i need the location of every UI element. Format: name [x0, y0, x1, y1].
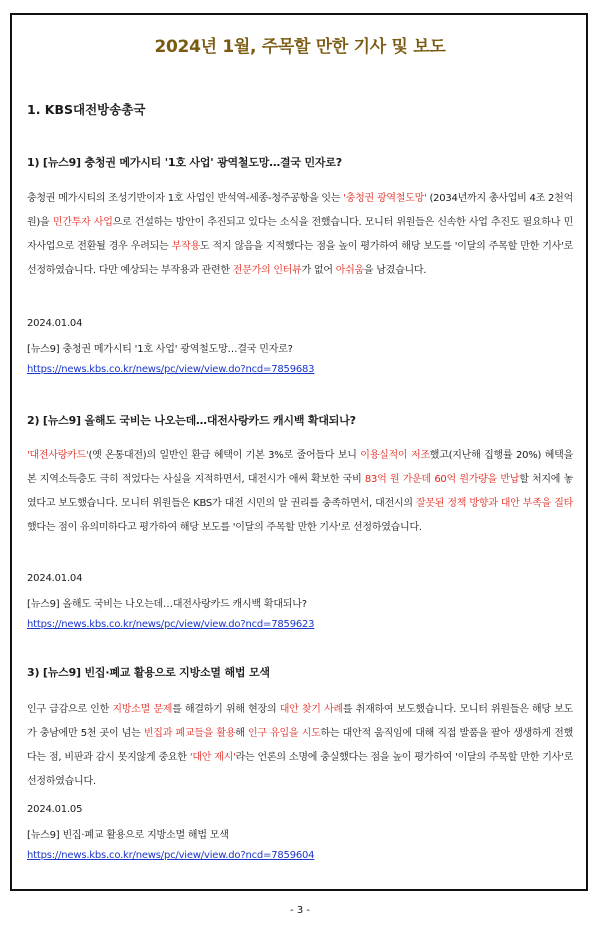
article-2-link[interactable]: https://news.kbs.co.kr/news/pc/view/view.do?ncd=7859623	[27, 619, 315, 630]
article-3-body	[27, 698, 573, 794]
article-2-body	[27, 444, 573, 540]
highlighted-text: 83억 원 가운데 60억 원가량을 반납	[364, 474, 520, 485]
highlighted-text: 인구 유입을 시도	[247, 728, 321, 739]
page-number: - 3 -	[290, 905, 310, 916]
highlighted-text: 대안 찾기 사례	[279, 704, 343, 715]
highlighted-text: '대안 제시'	[189, 752, 236, 763]
highlighted-text: 잘못된 정책 방향과 대안 부족을 질타	[415, 498, 574, 509]
article-2-meta	[27, 569, 314, 635]
body-text: 할 처지에 놓였다고 보도했습니다. 모니터 위원들은 KBS가 대전 시민의 알 권리를 충족하면서, 대전시의	[27, 474, 574, 509]
body-text: (옛 온통대전)의 일반인 환급 혜택이 기본 3%로 줄어들다 보니	[88, 450, 361, 461]
article-3-link[interactable]: https://news.kbs.co.kr/news/pc/view/view.do?ncd=7859604	[27, 850, 315, 861]
highlighted-text: 아쉬움	[335, 265, 364, 276]
body-text: 를 취재하여 보도했습니다. 모니터 위원들은 해당 보도가 충남에만 5천 곳이 넘는	[27, 704, 573, 739]
article-3-heading: 3) [뉴스9] 빈집·폐교 활용으로 지방소멸 해법 모색	[27, 666, 270, 679]
article-2-ref-title: [뉴스9] 올해도 국비는 나오는데…대전사랑카드 캐시백 확대되나?	[27, 599, 307, 610]
article-1-body	[27, 187, 573, 283]
body-text: 해	[235, 728, 248, 739]
page-title: 2024년 1월, 주목할 만한 기사 및 보도	[154, 37, 446, 57]
section-heading: 1. KBS대전방송총국	[27, 102, 146, 117]
body-text: 라는 언론의 소명에 충실했다는 점을 높이 평가하여 '이달의 주목할 만한 기사'로 선정하였습니다.	[27, 752, 573, 787]
body-text: 충청권 메가시티의 조성기반이자 1호 사업인 반석역-세종-청주공항을 잇는	[27, 193, 344, 204]
article-3-meta	[27, 800, 314, 866]
body-text: 도 적지 않음을 지적했다는 점을 높이 평가하여 해당 보도를 '이달의 주목할 만한 기사'로 선정하였습니다. 다만 예상되는 부작용과 관련한	[27, 241, 573, 276]
body-text: 가 없어	[301, 265, 336, 276]
article-1-link[interactable]: https://news.kbs.co.kr/news/pc/view/view.do?ncd=7859683	[27, 364, 315, 375]
body-text: 인구 급감으로 인한	[27, 704, 113, 715]
highlighted-text: 전문가의 인터뷰	[232, 265, 302, 276]
article-1-heading: 1) [뉴스9] 충청권 메가시티 '1호 사업' 광역철도망…결국 민자로?	[27, 156, 342, 169]
highlighted-text: '대전사랑카드'	[27, 450, 89, 461]
article-3-ref-title: [뉴스9] 빈집·폐교 활용으로 지방소멸 해법 모색	[27, 830, 229, 841]
highlighted-text: 이용실적이 저조	[360, 450, 430, 461]
article-2-date: 2024.01.04	[27, 573, 83, 584]
body-text: 하는 대안적 움직임에 대해 직접 발품을 팔아 생생하게 전했다는 점, 비판과 감시 못지않게 중요한	[27, 728, 573, 763]
body-text: 했다는 점이 유의미하다고 평가하여 해당 보도를 '이달의 주목할 만한 기사'로 선정하였습니다.	[27, 522, 422, 533]
article-1-ref-title: [뉴스9] 충청권 메가시티 '1호 사업' 광역철도망…결국 민자로?	[27, 344, 293, 355]
article-2-heading: 2) [뉴스9] 올해도 국비는 나오는데…대전사랑카드 캐시백 확대되나?	[27, 414, 356, 427]
highlighted-text: 지방소멸 문제	[112, 704, 173, 715]
body-text: 했고(지난해 집행률 20%) 혜택을 본 지역소득층도 극히 적었다는 사실을 지적하면서, 대전시가 애써 확보한 국비	[27, 450, 573, 485]
highlighted-text: 빈집과 폐교들을 활용	[143, 728, 236, 739]
article-3-date: 2024.01.05	[27, 804, 83, 815]
body-text: 를 해결하기 위해 현장의	[172, 704, 280, 715]
body-text: 으로 건설하는 방안이 추진되고 있다는 소식을 전했습니다. 모니터 위원들은 신속한 사업 추진도 필요하나 민자사업으로 전환될 경우 우려되는	[27, 217, 574, 252]
article-1-meta	[27, 314, 314, 380]
body-text: 을 남겼습니다.	[363, 265, 427, 276]
highlighted-text: '충청권 광역철도망'	[343, 193, 427, 204]
body-text: (2034년까지 총사업비 4조 2천억 원)을	[27, 193, 573, 228]
highlighted-text: 민간투자 사업	[52, 217, 113, 228]
article-1-date: 2024.01.04	[27, 318, 83, 329]
highlighted-text: 부작용	[171, 241, 200, 252]
